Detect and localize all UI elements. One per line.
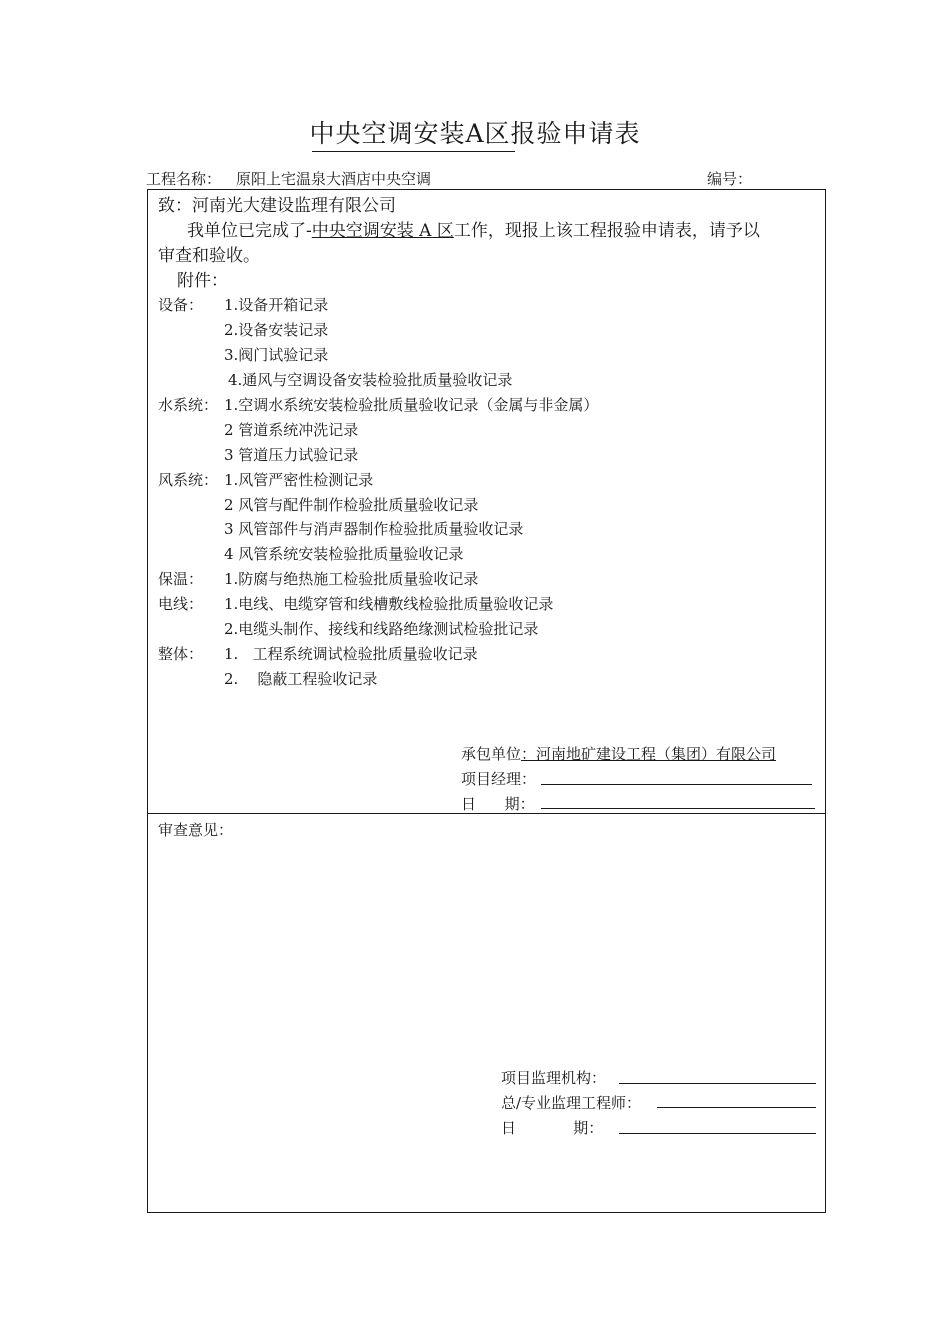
intro-line-1: [187, 216, 760, 241]
category-label-air: 风系统：: [158, 471, 219, 489]
title-underline: [312, 151, 515, 152]
attachment-item: 2 风管与配件制作检验批质量验收记录: [224, 496, 479, 514]
review-date-label: 日 期：: [501, 1119, 604, 1137]
recipient-label: 致：: [158, 196, 192, 216]
contractor-date-line: [541, 808, 815, 809]
review-opinion-label: 审查意见：: [158, 821, 234, 839]
attachment-item: 1.风管严密性检测记录: [224, 471, 374, 489]
supervision-org-line: [619, 1083, 816, 1084]
contractor-label: 承包单位: [461, 745, 522, 763]
category-label-overall: 整体：: [158, 645, 204, 663]
attachments-label: 附件：: [177, 271, 228, 291]
attachment-item: 3 风管部件与消声器制作检验批质量验收记录: [224, 520, 524, 538]
intro-prefix: 我单位已完成了-: [187, 221, 312, 241]
category-label-wiring: 电线：: [158, 595, 204, 613]
attachment-item: 1. 工程系统调试检验批质量验收记录: [224, 645, 478, 663]
category-label-equipment: 设备：: [158, 296, 204, 314]
attachment-item: 1.空调水系统安装检验批质量验收记录（金属与非金属）: [224, 396, 599, 414]
recipient-value: 河南光大建设监理有限公司: [192, 196, 396, 216]
manager-signature-line: [541, 784, 812, 785]
supervising-engineer-label: 总/专业监理工程师：: [501, 1094, 642, 1112]
category-label-insulation: 保温：: [158, 570, 204, 588]
form-table: [147, 189, 826, 1213]
review-date-line: [619, 1133, 816, 1134]
number-label: 编号：: [707, 170, 753, 188]
attachment-item: 3 管道压力试验记录: [224, 446, 359, 464]
project-name-label: 工程名称：: [146, 170, 222, 188]
contractor-line: [461, 743, 776, 764]
intro-line-2: 审查和验收。: [158, 246, 260, 266]
project-name-value: 原阳上宅温泉大酒店中央空调: [236, 170, 432, 188]
recipient-line: [158, 191, 396, 216]
intro-suffix: 工作，现报上该工程报验申请表，请予以: [453, 221, 760, 241]
attachment-item: 2. 隐蔽工程验收记录: [224, 670, 378, 688]
attachment-item: 4 风管系统安装检验批质量验收记录: [224, 545, 464, 563]
manager-label: 项目经理：: [461, 770, 537, 788]
contractor-date-label: 日 期：: [461, 795, 535, 813]
contractor-value: ：河南地矿建设工程（集团）有限公司: [521, 745, 777, 763]
attachment-item: 3.阀门试验记录: [224, 346, 329, 364]
attachment-item: 1.防腐与绝热施工检验批质量验收记录: [224, 570, 479, 588]
attachment-item: 2 管道系统冲洗记录: [224, 421, 359, 439]
intro-work: 中央空调安装 A 区: [311, 221, 454, 241]
attachment-item: 2.电缆头制作、接线和线路绝缘测试检验批记录: [224, 620, 539, 638]
attachment-item: 1.电线、电缆穿管和线槽敷线检验批质量验收记录: [224, 595, 554, 613]
attachment-item: 4.通风与空调设备安装检验批质量验收记录: [228, 371, 513, 389]
supervising-engineer-line: [657, 1107, 816, 1108]
category-label-water: 水系统：: [158, 396, 219, 414]
attachment-item: 2.设备安装记录: [224, 321, 329, 339]
supervision-org-label: 项目监理机构：: [501, 1069, 607, 1087]
form-title: 中央空调安装A区报验申请表: [309, 119, 641, 148]
attachment-item: 1.设备开箱记录: [224, 296, 329, 314]
